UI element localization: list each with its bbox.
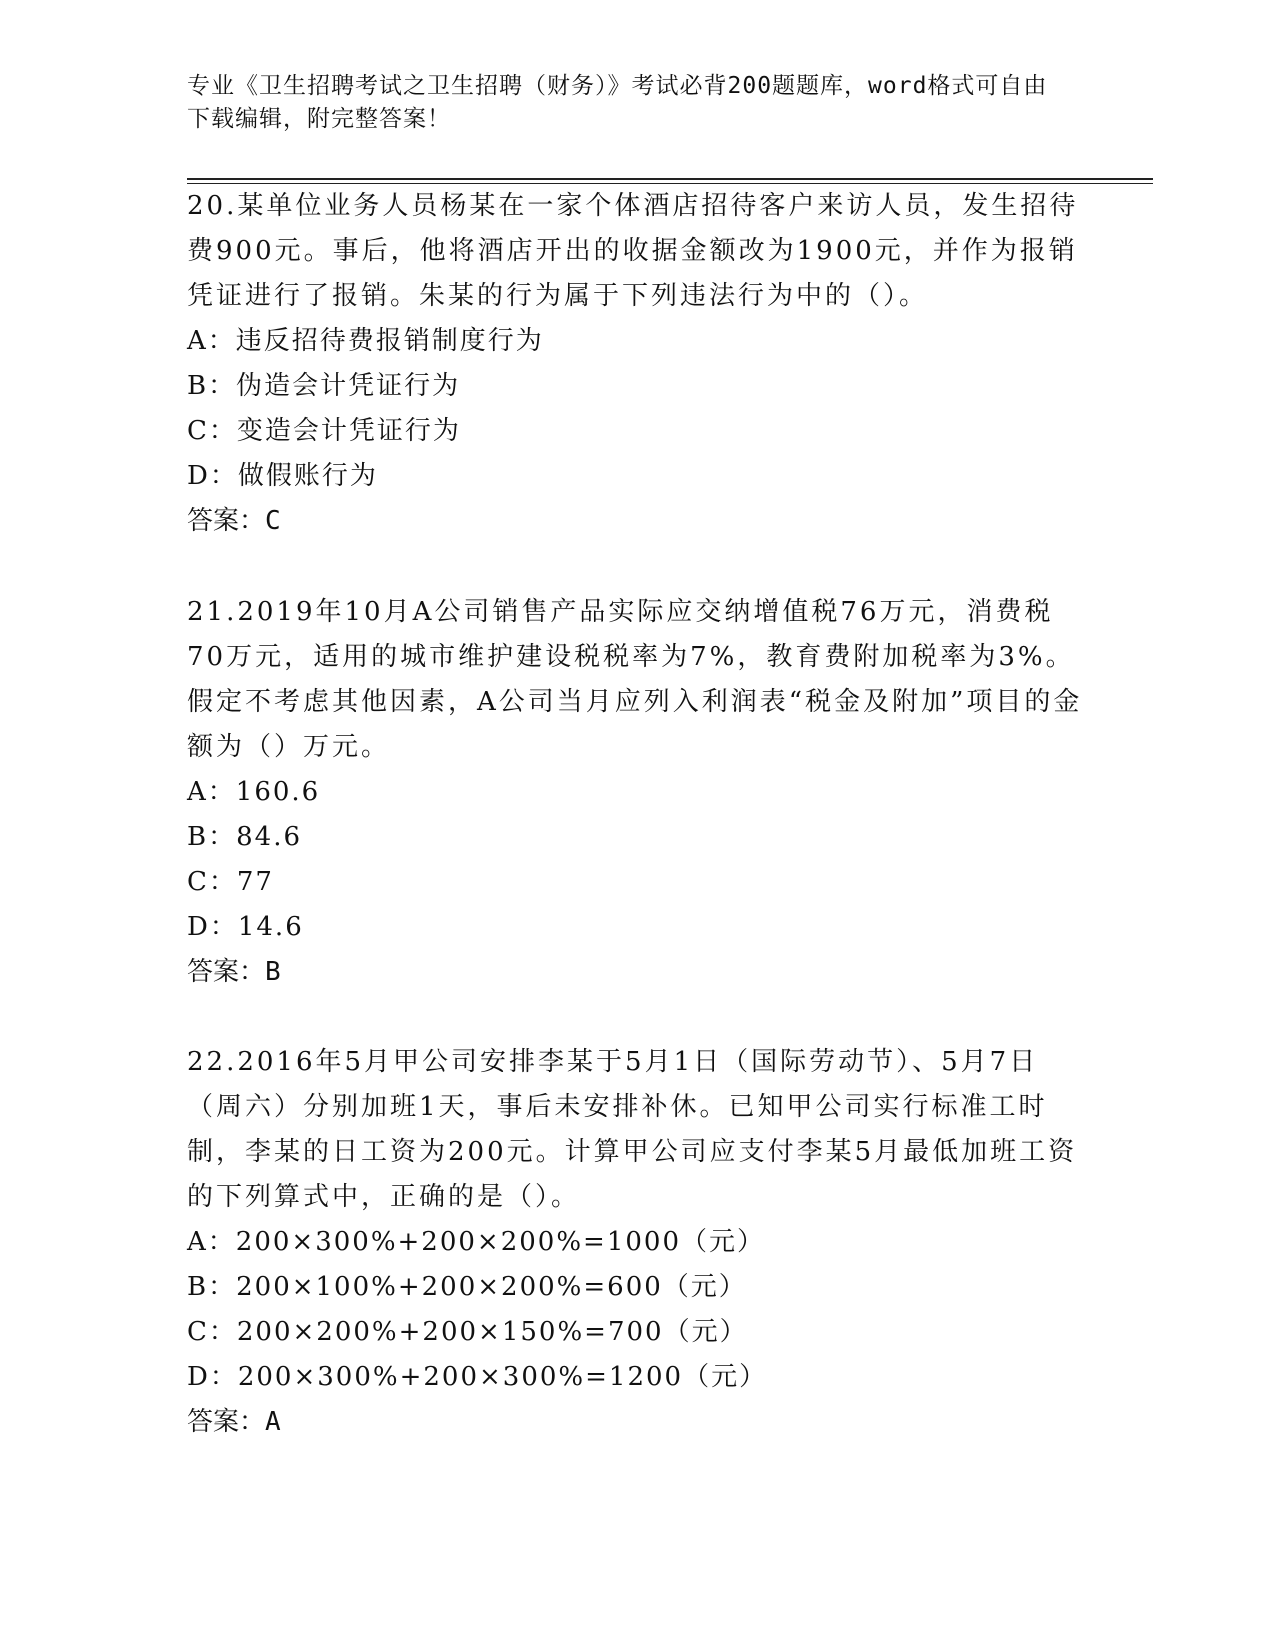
document-header: 专业《卫生招聘考试之卫生招聘（财务）》考试必背200题题库，word格式可自由下载编辑，附完整答案！: [187, 73, 1048, 132]
question-21: [187, 590, 1087, 995]
question-stem: 21.2019年10月A公司销售产品实际应交纳增值税76万元，消费税70万元，适用的城市维护建设税税率为7%，教育费附加税率为3%。假定不考虑其他因素，A公司当月应列入利润表“税金及附加”项目的金额为（）万元。: [187, 597, 1083, 762]
option-d: D：14.6: [187, 912, 304, 942]
answer: 答案：B: [187, 957, 281, 987]
option-a: A：160.6: [187, 777, 321, 807]
option-d: D：200×300%+200×300%=1200（元）: [187, 1362, 768, 1392]
option-a: A：违反招待费报销制度行为: [187, 326, 544, 356]
option-a: A：200×300%+200×200%=1000（元）: [187, 1227, 765, 1257]
answer: 答案：A: [187, 1407, 281, 1437]
question-22: [187, 1040, 1087, 1445]
option-c: C：变造会计凭证行为: [187, 416, 461, 446]
option-c: C：77: [187, 867, 274, 897]
question-20: [187, 184, 1087, 544]
question-stem: 20.某单位业务人员杨某在一家个体酒店招待客户来访人员，发生招待费900元。事后，他将酒店开出的收据金额改为1900元，并作为报销凭证进行了报销。朱某的行为属于下列违法行为中的（）。: [187, 191, 1079, 311]
option-d: D：做假账行为: [187, 461, 378, 491]
option-b: B：200×100%+200×200%=600（元）: [187, 1272, 747, 1302]
answer: 答案：C: [187, 506, 281, 536]
option-b: B：伪造会计凭证行为: [187, 371, 461, 401]
option-b: B：84.6: [187, 822, 302, 852]
question-stem: 22.2016年5月甲公司安排李某于5月1日（国际劳动节）、5月7日（周六）分别加班1天，事后未安排补休。已知甲公司实行标准工时制，李某的日工资为200元。计算甲公司应支付李某5月最低加班工资的下列算式中，正确的是（）。: [187, 1047, 1078, 1212]
option-c: C：200×200%+200×150%=700（元）: [187, 1317, 748, 1347]
header-divider: [187, 178, 1153, 180]
